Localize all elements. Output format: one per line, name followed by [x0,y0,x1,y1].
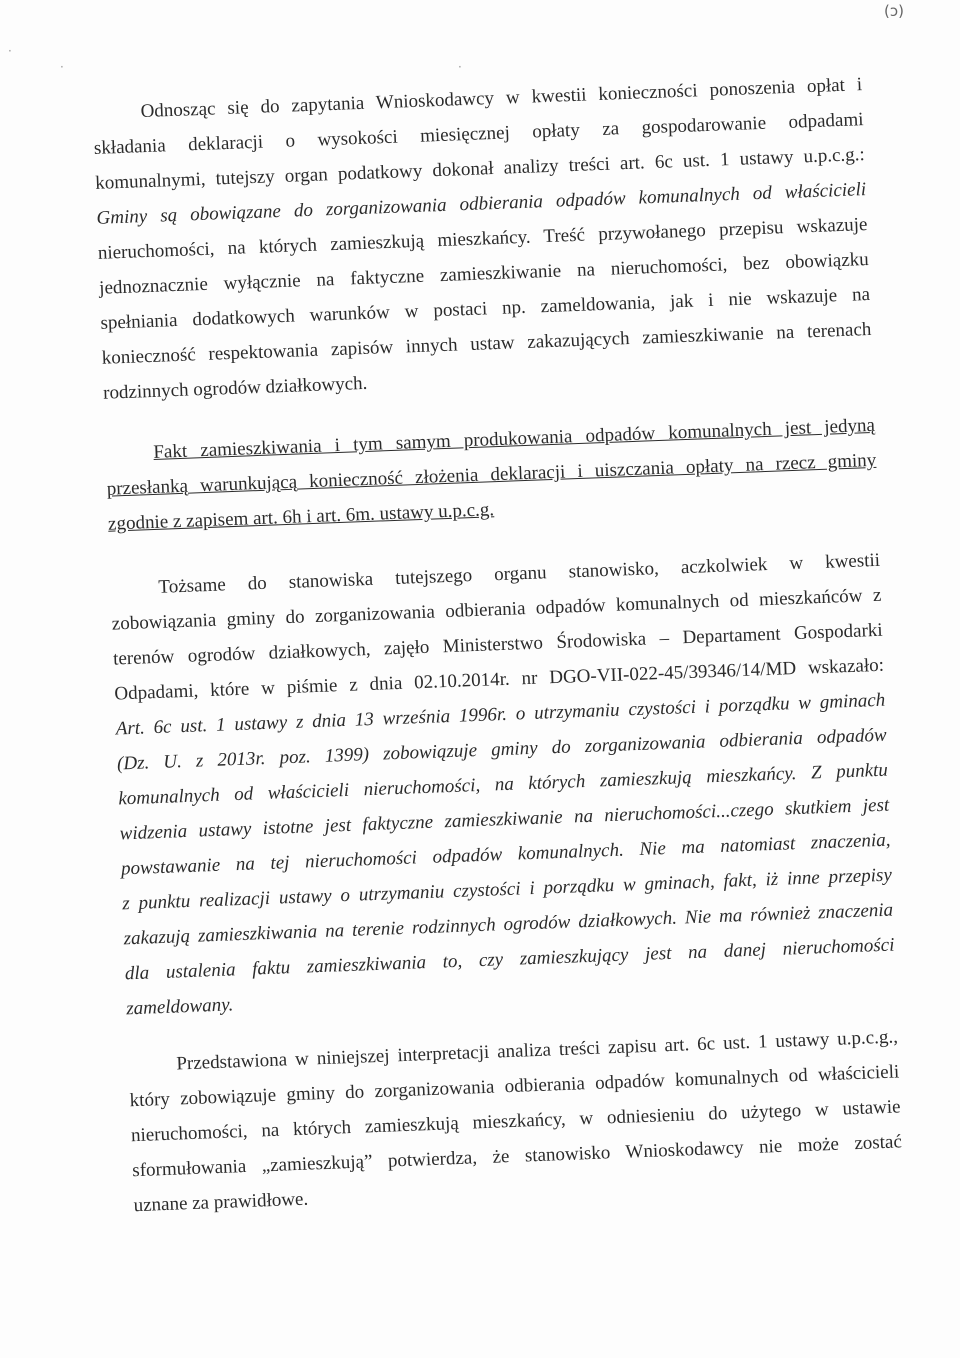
text-line: konieczność respektowania zapisów innych ustaw zakazujących zamieszkiwanie na terenach [101,318,872,369]
text-line: zgodnie z zapisem art. 6h i art. 6m. ustawy u.p.c.g. [107,499,495,535]
quoted-text-line: zameldowany. [125,994,234,1020]
quoted-text-line: (Dz. U. z 2013r. poz. 1399) zobowiązuje gminy do zorganizowania odbierania odpadów [116,724,887,775]
text-line: sformułowania „zamieszkują” potwierdza, że stanowisko Wnioskodawcy nie może zostać [131,1131,903,1182]
text-line: uznane za prawidłowe. [133,1188,309,1217]
quoted-text-line: zakazują zamieszkiwania na terenie rodzinnych ogrodów działkowych. Nie ma również znaczenia [123,899,894,950]
text-line: Przedstawiona w niniejszej interpretacji analiza treści zapisu art. 6c ust. 1 ustawy u.p.c.g., [175,1026,899,1075]
text-line: Odpadami, które w piśmie z dnia 02.10.2014r. nr DGO-VII-022-45/39346/14/MD wskazało: [114,654,885,705]
text-line: spełniania dodatkowych warunków w postaci np. zameldowania, jak i nie wskazuje na [100,283,871,334]
text-line: zobowiązania gminy do zorganizowania odbierania odpadów komunalnych od mieszkańców z [111,584,882,635]
scan-speck: · [60,60,64,74]
quoted-text-line: Gminy są obowiązane do zorganizowania odbierania odpadów komunalnych od właścicieli [96,179,867,229]
text-line: Tożsame do stanowiska tutejszego organu stanowisko, aczkolwiek w kwestii [158,549,881,598]
text-line: nieruchomości, na których zamieszkują mieszkańcy, w odniesieniu do użytego w ustawie [130,1096,901,1147]
text-line: terenów ogrodów działkowych, zajęło Ministerstwo Środowiska – Departament Gospodarki [112,619,883,670]
text-line: który zobowiązuje gminy do zorganizowania odbierania odpadów komunalnych od właścicieli [129,1061,900,1112]
text-line: jednoznacznie wyłącznie na faktyczne zamieszkiwanie na nieruchomości, bez obowiązku [98,248,870,299]
text-line: Fakt zamieszkiwania i tym samym produkowania odpadów komunalnych jest jedyną [153,414,876,463]
paragraph-ministry-position [110,543,897,1027]
quoted-text-line: powstawanie na tej nieruchomości odpadów komunalnych. Nie ma natomiast znaczenia, [120,829,891,880]
quoted-text-line: z punktu realizacji ustawy o utrzymaniu czystości i porządku w gminach, fakt, iż inne przepisy [121,864,893,915]
text-line: przesłanką warunkującą konieczność złożenia deklaracji i uiszczania opłaty na rzecz gminy [106,449,877,500]
page-corner-mark: (ɔ) [884,2,904,20]
text-line: składania deklaracji o wysokości miesięcznej opłaty za gospodarowanie odpadami [93,109,864,159]
text-line: rodzinnych ogrodów działkowych. [102,372,368,404]
scan-speck: · [8,44,12,58]
scan-speck: · [458,60,462,74]
paragraph-conclusion [128,1019,904,1223]
text-line: nieruchomości, na których zamieszkują mieszkańcy. Treść przywołanego przepisu wskazuje [97,214,868,264]
quoted-text-line: komunalnych od właścicieli nieruchomości, na których zamieszkują mieszkańcy. Z punktu [117,759,889,810]
paragraph-intro [92,67,873,411]
text-line: Odnosząc się do zapytania Wnioskodawcy w kwestii konieczności ponoszenia opłat i [140,74,863,123]
quoted-text-line: Art. 6c ust. 1 ustawy z dnia 13 września 1996r. o utrzymaniu czystości i porządku w gminach [115,689,886,740]
quoted-text-line: dla ustalenia faktu zamieszkiwania to, czy zamieszkujący jest na danej nieruchomości [124,934,895,985]
text-line: komunalnymi, tutejszy organ podatkowy dokonał analizy treści art. 6c ust. 1 ustawy u.p.c.g.: [94,144,866,194]
document-body [92,67,904,1223]
quoted-text-line: widzenia ustawy istotne jest faktyczne zamieszkiwanie na nieruchomości...czego skutkiem jest [119,794,890,845]
